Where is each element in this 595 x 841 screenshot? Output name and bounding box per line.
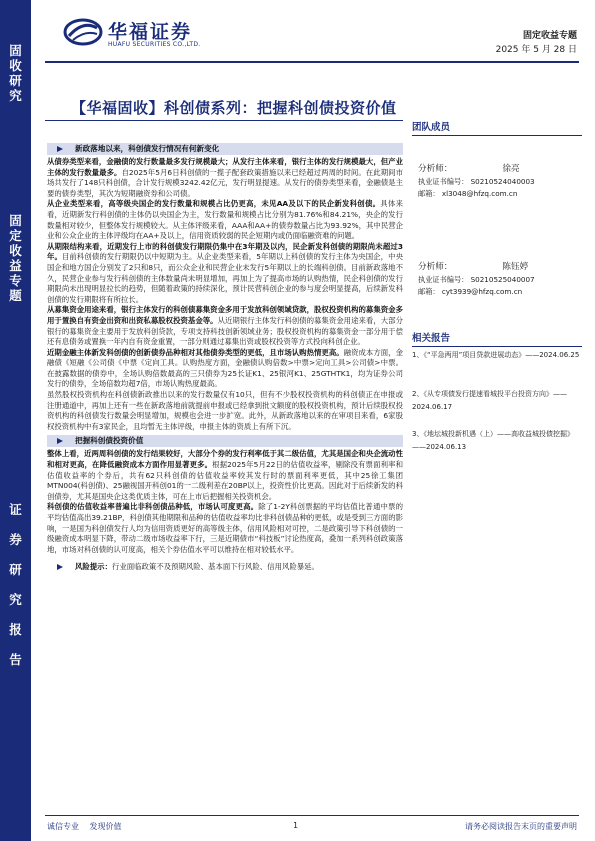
footer-disclaimer: 请务必阅读报告末页的重要声明 <box>465 822 577 831</box>
related-report-1[interactable]: 1、《“平急两用”项目贷款进展动态》——2024.06.25 <box>412 351 580 359</box>
report-title: 【华福固收】科创债系列：把握科创债投资价值 <box>71 99 397 117</box>
doc-type: 固定收益专题 <box>522 31 577 41</box>
analyst-card-2: 分析师： 陈钰婷 执业证书编号： S0210525040007 邮箱： cyt3939@hfzq.com.cn <box>418 260 578 297</box>
related-report-3[interactable]: 3、《地坛城投新机遇（上）——高收益城投债挖掘》——2024.06.13 <box>412 430 574 451</box>
analyst-card-1: 分析师： 徐亮 执业证书编号： S0210524040003 邮箱： xl3048@hfzq.com.cn <box>418 162 578 199</box>
section-marker-icon <box>57 438 63 444</box>
logo-mark-icon <box>63 16 103 48</box>
team-heading: 团队成员 <box>412 120 582 136</box>
paragraph-6: 虽然股权投资机构在科创债新政推出以来的发行数量仅有10只，但有不少股权投资机构的科创债正在申报或注册通道中，再加上还有一些在新政落地前就提前申报或已经拿到批文额度的股权投资机构，预计后续股权投资机构的科创债发行数量会明显增加，规模也会进一步扩宽。此外，从新政落地以来的在审项目来看，6家股权投资机构中有3家民企，且均暂无主体评级，申报主体的资质上有所下沉。 <box>47 390 403 431</box>
paragraph-3: 从期限结构来看，近期发行上市的科创债发行期限仍集中在3年期及以内，民企新发科创债的期限尚未超过3年。目前科创债的发行期限仍以中短期为主。从企业类型来看，5年期以上科创债的发行主体为央国企，中央国企和地方国企分别发了2只和8只，而公众企业和民营企业未发行5年期以上的长端科创债。目前新政落地不久，民营企业参与发行科创债的主体数量尚未明显增加，再加上为了提高市场的认购热情，民企科创债的发行期限尚未出现明显拉长的趋势，但随着政策的持续深化，预计民营科创企业的参与度会明显提高，后续新发科创债的发行期限将有所拉长。 <box>47 241 403 304</box>
paragraph-7: 整体上看，近两周科创债的发行结果较好，大部分个券的发行利率低于其二级估值，尤其是国企和央企流动性和相对更高，在降低融资成本方面作用显著更多。根据2025年5月22日的估值收益率，剔除没有票面利率和估值收益率的个券后，共有62只科创债的估值收益率较其发行时的票面利率更低，其中25徐工集团MTN004(科创债)、25融视国开科创01的一二级利差在20BP以上，投资性价比更高。因此对于后续新发的科创债券，尤其是国央企这类优质主体，可在上市后把握相关投资机会。 <box>47 449 403 501</box>
footer-slogan: 诚信专业 发现价值 <box>47 822 122 831</box>
sidebar-label-bottom: 证 券 研 究 报 告 <box>9 502 22 667</box>
related-reports-heading: 相关报告 <box>412 331 582 347</box>
analyst-cert: 执业证书编号： S0210525040007 <box>418 275 535 284</box>
section-heading-2: 把握科创债投资价值 <box>47 435 403 447</box>
header-meta <box>496 29 577 57</box>
left-sidebar <box>0 0 31 841</box>
section-marker-icon <box>57 564 63 570</box>
related-report-2[interactable]: 2、《从专项债发行提速看城投平台投资方向》——2024.06.17 <box>412 390 567 411</box>
main-content <box>47 142 403 792</box>
title-divider <box>45 120 403 121</box>
page-number: 1 <box>293 821 299 830</box>
analyst-name: 徐亮 <box>502 164 520 174</box>
analyst-cert: 执业证书编号： S0210524040003 <box>418 177 535 186</box>
header-divider <box>45 61 579 63</box>
company-name-en: HUAFU SECURITIES CO.,LTD. <box>108 41 201 48</box>
analyst-email[interactable]: 邮箱： xl3048@hfzq.com.cn <box>418 188 518 198</box>
risk-warning: 风险提示：行业面临政策不及预期风险、基本面下行风险、信用风险暴延。 <box>47 561 403 572</box>
report-date: 2025 年 5 月 28 日 <box>495 45 577 55</box>
analyst-email[interactable]: 邮箱： cyt3939@hfzq.com.cn <box>418 286 523 296</box>
analyst-name: 陈钰婷 <box>502 262 529 272</box>
paragraph-1: 从债券类型来看，金融债的发行数量最多发行规模最大；从发行主体来看，银行主体的发行规模最大，但产业主体的发行数量最多。自2025年5月6日科创债的一揽子配套政策措施以来已经超过两周的时间。在此期间市场共发行了148只科创债，合计发行规模3242.42亿元，发行明显提速。从发行的债券类型来看，金融债是主要的债券类型，其次为短期融资券和公司债。 <box>47 157 403 198</box>
company-name-cn: 华福证券 <box>108 21 193 43</box>
section-heading-1: 新政落地以来，科创债发行情况有何新变化 <box>47 143 403 155</box>
paragraph-8: 科创债的估值收益率普遍比非科创债品种低，市场认可度更高。除了1-2Y科创票据的平均估值比普通中票的平均估值高出39.21BP，科创债其他期限和品种的估值收益率均比非科创债品种的更低，或是受到三方面的影响，一是国为科创债发行人均为信用资质更好的高等级主体，信用风险相对可控，二是政策引导下科创债的一级融资成本明显下降，带动二级市场收益率下行，三是近期债市“科技板”讨论热度高，叠加一系列科创政策落地，市场对科创债的认可度高，相关个券估值水平可以维持在相对较低水平。 <box>47 502 403 554</box>
sidebar-label-top: 固 收 研 究 <box>9 43 22 103</box>
paragraph-2: 从企业类型来看，高等级央国企的发行数量和规模占比仍更高，未见AA及以下的民企新发科创债。具体来看，近期新发行科创债的主体仍以央国企为主，发行数量和规模占比分别为81.76%和84.21%，央企的发行数量相对较少，但整体发行规模较大。从主体评级来看，AAA和AA+的债券数量占比为93.92%，其中民营企业和公众企业的主体评级均在AA+及以上，信用资质较弱的民企短期内或仍面临融资难的问题。 <box>47 199 403 241</box>
footer-divider <box>45 815 579 816</box>
sidebar-label-middle: 固 定 收 益 专 题 <box>9 213 22 303</box>
paragraph-5: 近期金融主体新发科创债的创新债券品种相对其他债券类型的更低，且市场认购热情更高。融资成本方面，金融债《短融《公司债《中票《定向工具。认购热度方面，金融债认购倍数>中票>定向工具>公司债>中票。在披露数据的债券中，全场认购倍数最高的三只债券为25长证K1、25银河K1、25GTHTK1，均为证券公司发行的债券，全场倍数均超7倍，市场认购热度最高。 <box>47 347 403 389</box>
paragraph-4: 从募集资金用途来看，银行主体发行的科创债募集资金多用于发放科创领域贷款，股权投资机构的募集资金多用于置换自有资金出资和出资私募股权投资基金等。从近期银行主体发行科创债的募集资金用途来看，大部分银行的募集资金主要用于发放科创贷款，专项支持科技创新领域业务；股权投资机构的募集资金一部分用于偿还有息债务或置换一年内自有资金重置，一部分则通过募集出资或股权投资等方式投向科创企业。 <box>47 305 403 347</box>
section-marker-icon <box>57 146 63 152</box>
